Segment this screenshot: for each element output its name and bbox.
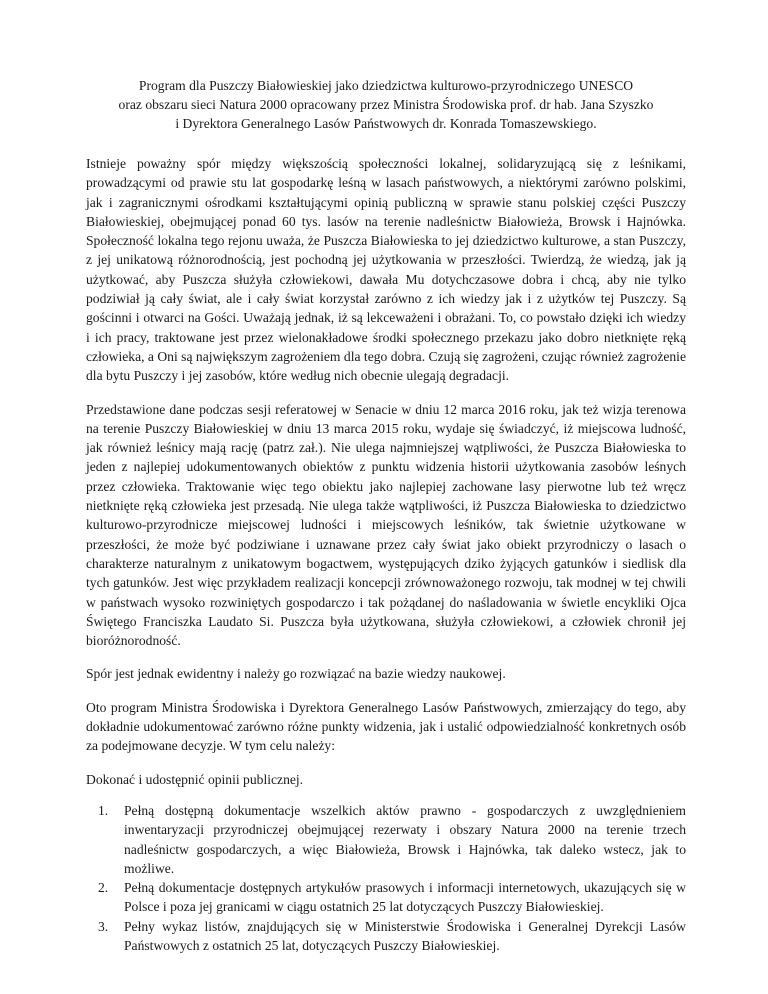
paragraph-4: Oto program Ministra Środowiska i Dyrektora Generalnego Lasów Państwowych, zmierzający do tego, aby dokładnie udokumentować zarówno różne punkty widzenia, jak i ustalić odpowiedzialność konkretnych osób za podejmowane decyzje. W tym celu należy: bbox=[86, 699, 686, 754]
list-item bbox=[86, 878, 686, 917]
numbered-list bbox=[86, 801, 686, 955]
document-title bbox=[86, 76, 686, 133]
list-item-text: Pełną dostępną dokumentacje wszelkich aktów prawno - gospodarczych z uwzględnieniem inwentaryzacji przyrodniczej obejmującej rezerwaty i obszary Natura 2000 na terenie trzech nadleśnictw gospodarczych, a więc Białowieża, Browsk i Hajnówka, tak daleko wstecz, jak to możliwe. bbox=[124, 802, 686, 876]
paragraph-2: Przedstawione dane podczas sesji referatowej w Senacie w dniu 12 marca 2016 roku, jak też wizja terenowa na terenie Puszczy Białowieskiej w dniu 13 marca 2015 roku, wydaje się świadczyć, iż miejscowa ludność, jak również leśnicy mają rację (patrz zał.). Nie ulega najmniejszej wątpliwości, że Puszcza Białowieska to jeden z najlepiej udokumentowanych obiektów z punktu widzenia historii użytkowania zasobów leśnych przez człowieka. Traktowanie więc tego obiektu jako najlepiej zachowane lasy pierwotne lub też wręcz nietknięte ręką człowieka jest przesadą. Nie ulega także wątpliwości, iż Puszcza Białowieska to dziedzictwo kulturowo-przyrodnicze miejscowej ludności i miejscowych leśników, tak świetnie użytkowane w przeszłości, że może być podziwiane i uznawane przez cały świat jako obiekt przyrodniczy o lasach o charakterze naturalnym z unikatowym bogactwem, występujących dziko żyjących gatunków i siedlisk dla tych gatunków. Jest więc przykładem realizacji koncepcji zrównoważonego rozwoju, tak modnej w tej chwili w państwach wysoko rozwiniętych gospodarczo i tak pożądanej do naśladowania w świetle encykliki Ojca Świętego Franciszka Laudato Si. Puszcza była użytkowana, służyła człowiekowi, a człowiek chronił jej bioróżnorodność. bbox=[86, 401, 686, 649]
paragraph-5: Dokonać i udostępnić opinii publicznej. bbox=[86, 771, 304, 787]
list-item-text: Pełny wykaz listów, znajdujących się w Ministerstwie Środowiska i Generalnej Dyrekcji Lasów Państwowych z ostatnich 25 lat, dotyczących Puszczy Białowieskiej. bbox=[124, 918, 686, 953]
list-item bbox=[86, 917, 686, 956]
list-item-number: 1. bbox=[98, 802, 109, 818]
document-page bbox=[86, 76, 686, 955]
title-line-1: Program dla Puszczy Białowieskiej jako dziedzictwa kulturowo-przyrodniczego UNESCO bbox=[138, 78, 634, 93]
paragraph-1: Istnieje poważny spór między większością społeczności lokalnej, solidaryzującą się z leśnikami, prowadzącymi od prawie stu lat gospodarkę leśną w lasach państwowych, a niektórymi zarówno polskimi, jak i zagranicznymi ośrodkami kształtującymi opinią publiczną w sprawie stanu polskiej części Puszczy Białowieskiej, obejmującej ponad 60 tys. lasów na terenie nadleśnictw Białowieża, Browsk i Hajnówka. Społeczność lokalna tego rejonu uważa, że Puszcza Białowieska to jej dziedzictwo kulturowe, a stan Puszczy, z jej unikatową różnorodnością, jest pochodną jej użytkowania w przeszłości. Twierdzą, że wiedzą, jak ją użytkować, aby Puszcza służyła człowiekowi, dawała Mu dotychczasowe dobra i chcą, aby nie tylko podziwiał ją cały świat, ale i cały świat korzystał zarówno z ich wiedzy jak i z użytków tej Puszczy. Są gościnni i otwarci na Gości. Uważają jednak, iż są lekceważeni i obrażani. To, co powstało dzięki ich wiedzy i ich pracy, traktowane jest przez wielonakładowe środki społecznego przekazu jako dobro nietknięte ręką człowieka, a Oni są największym zagrożeniem dla tego dobra. Czują się zagrożeni, czując również zagrożenie dla bytu Puszczy i jej zasobów, które według nich obecnie ulegają degradacji. bbox=[86, 156, 686, 384]
list-item-number: 2. bbox=[98, 880, 109, 896]
paragraph-3: Spór jest jednak ewidentny i należy go rozwiązać na bazie wiedzy naukowej. bbox=[86, 666, 506, 682]
list-item-number: 3. bbox=[98, 918, 109, 934]
list-item bbox=[86, 801, 686, 878]
title-line-2: oraz obszaru sieci Natura 2000 opracowany przez Ministra Środowiska prof. dr hab. Jana Szyszko bbox=[118, 97, 654, 112]
list-item-text: Pełną dokumentacje dostępnych artykułów prasowych i informacji internetowych, ukazujących się w Polsce i poza jej granicami w ciągu ostatnich 25 lat dotyczących Puszczy Białowieskiej. bbox=[124, 880, 686, 915]
title-line-3: i Dyrektora Generalnego Lasów Państwowych dr. Konrada Tomaszewskiego. bbox=[175, 116, 597, 131]
